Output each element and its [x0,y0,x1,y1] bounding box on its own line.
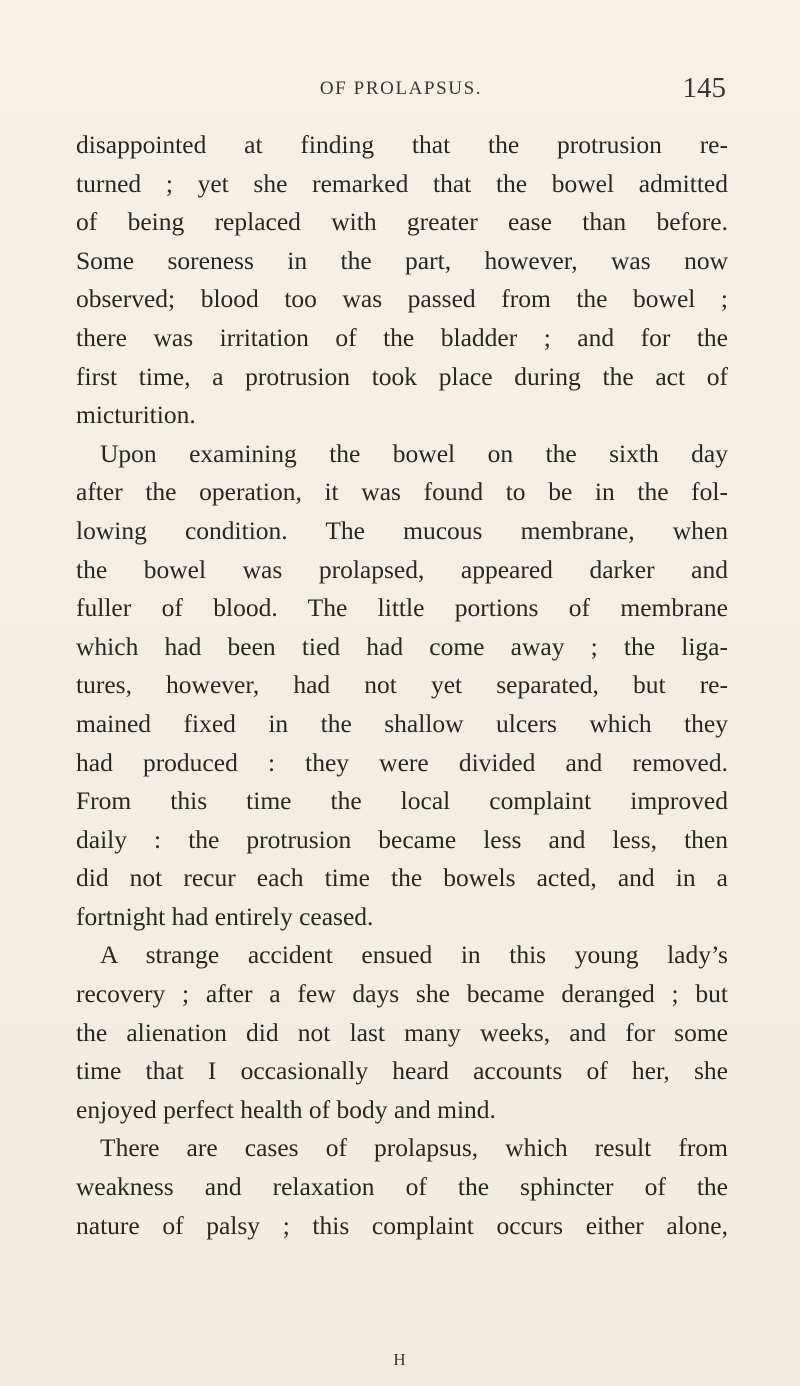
text-line: time that I occasionally heard accounts of her, she [76,1056,728,1086]
text-line: had produced : they were divided and removed. [76,747,728,777]
text-line: mained fixed in the shallow ulcers which they [76,708,728,738]
text-line: lowing condition. The mucous membrane, when [76,515,728,545]
page-header [76,72,726,114]
text-line: From this time the local complaint improved [76,786,728,816]
text-line: fortnight had entirely ceased. [76,901,374,931]
text-line: tures, however, had not yet separated, but re- [76,670,728,700]
text-line: first time, a protrusion took place during the act of [76,361,728,391]
text-line: which had been tied had come away ; the liga- [76,631,728,661]
text-line: did not recur each time the bowels acted, and in a [76,863,728,893]
text-line: Some soreness in the part, however, was now [76,245,728,275]
text-line: weakness and relaxation of the sphincter of the [76,1172,728,1202]
text-line: nature of palsy ; this complaint occurs either alone, [76,1210,728,1240]
text-line: the bowel was prolapsed, appeared darker and [76,554,728,584]
running-head: OF PROLAPSUS. [319,78,483,99]
text-line: turned ; yet she remarked that the bowel admitted [76,168,728,198]
text-line: observed; blood too was passed from the bowel ; [76,284,728,314]
body-text [76,126,728,1245]
text-line: of being replaced with greater ease than before. [76,207,728,237]
text-line: fuller of blood. The little portions of membrane [76,593,728,623]
text-line: A strange accident ensued in this young lady’s [100,940,728,970]
text-line: disappointed at finding that the protrusion re- [76,130,728,159]
text-line: micturition. [76,400,196,430]
text-line: the alienation did not last many weeks, and for some [76,1017,728,1047]
text-line: there was irritation of the bladder ; and for the [76,322,728,352]
text-line: after the operation, it was found to be in the fol- [76,477,728,507]
page-number: 145 [682,72,726,104]
text-line: Upon examining the bowel on the sixth day [100,438,728,468]
text-line: enjoyed perfect health of body and mind. [76,1094,496,1124]
text-line: There are cases of prolapsus, which result from [100,1133,728,1163]
text-line: recovery ; after a few days she became deranged ; but [76,979,728,1009]
text-line: daily : the protrusion became less and less, then [76,824,728,854]
signature-mark: H [393,1350,407,1369]
